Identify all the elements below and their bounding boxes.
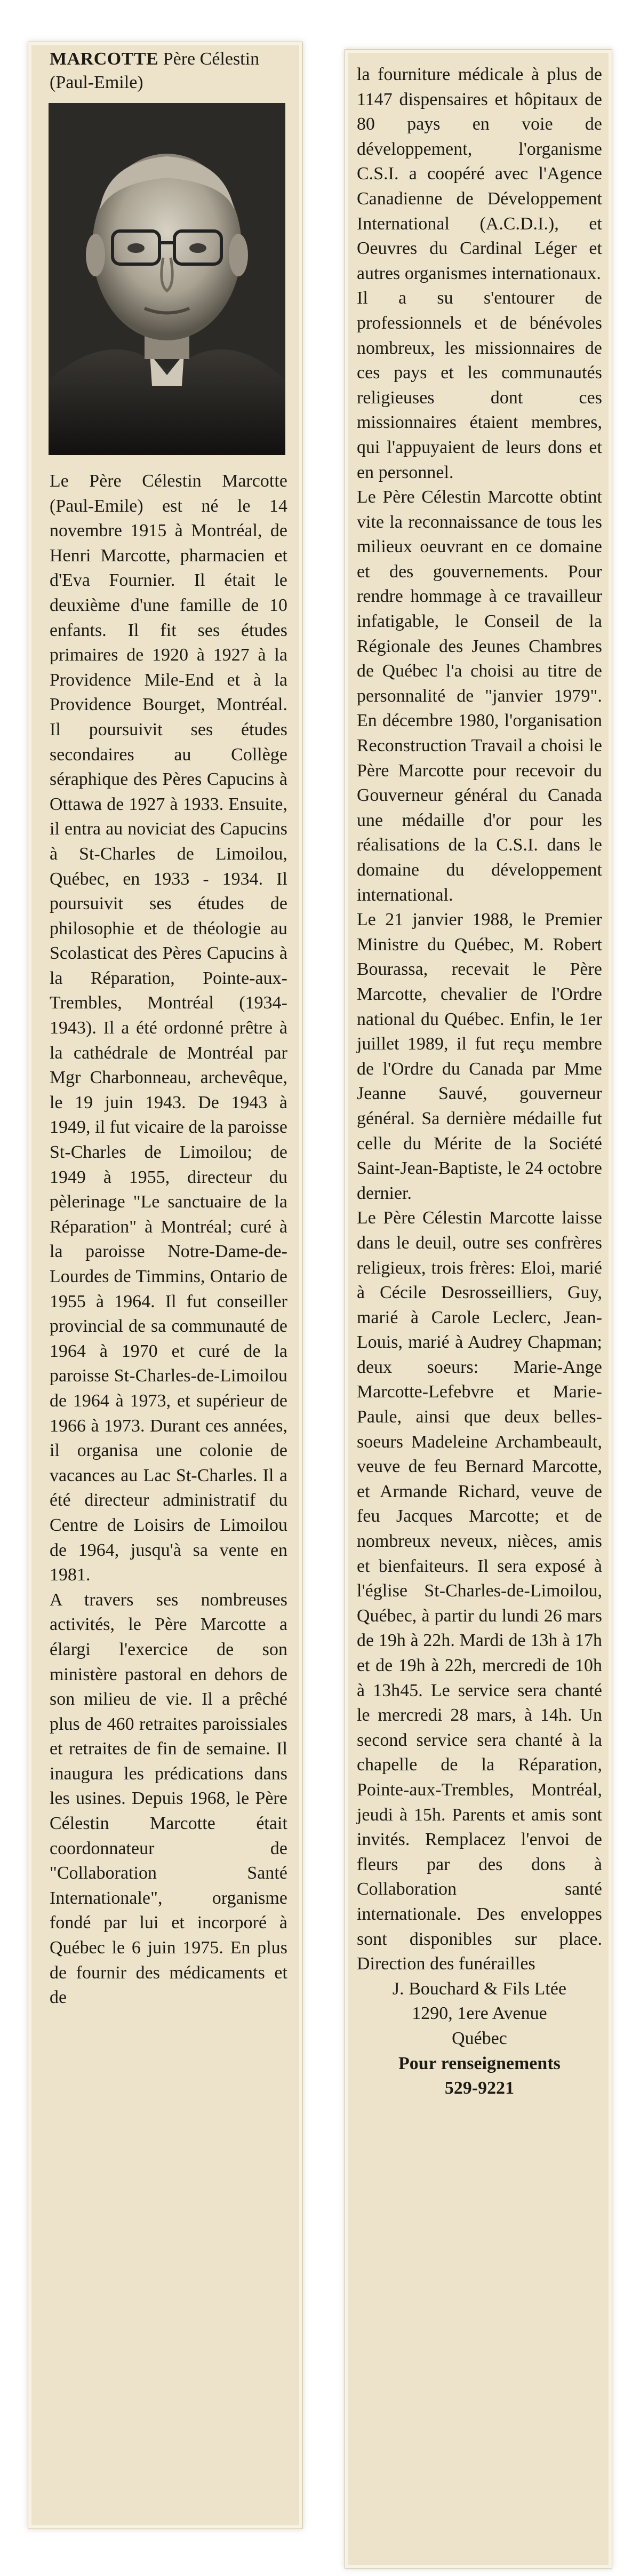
paragraph: la fourniture médicale à plus de 1147 dispensaires et hôpitaux de 80 pays en voie de développement, l'organisme C.S.I. a coopéré avec l'Agence Canadienne de Développement International (A.C.D.I.), et Oeuvres du Cardinal Léger et autres organismes internationaux. <box>357 65 602 283</box>
paragraph: Le Père Célestin Marcotte obtint vite la reconnaissance de tous les milieux oeuvrant en ce domaine et des gouvernements. Pour rendre hommage à ce travailleur infatigable, le Conseil de la Régionale des Jeunes Chambres de Québec l'a choisi au titre de personnalité de "janvier 1979". En décembre 1980, l'organisation Reconstruction Travail a choisi le Père Marcotte pour recevoir du Gouverneur général du Canada une médaille d'or pour les réalisations de la C.S.I. dans le domaine du développement international. <box>357 487 602 905</box>
portrait-illustration <box>49 103 285 455</box>
obituary-text-left <box>50 469 287 2010</box>
paragraph: Il a su s'entourer de professionnels et de bénévoles nombreux, les missionnaires de ces pays et les communautés religieuses dont ces missionnaires étaient membres, qui l'appuyaient de leurs dons et en personnel. <box>357 288 602 482</box>
surname: MARCOTTE <box>50 49 159 69</box>
funeral-home-name: J. Bouchard & Fils Ltée <box>392 1978 567 1999</box>
obituary-clipping-left <box>28 42 303 2529</box>
funeral-home-address: 1290, 1ere Avenue <box>412 2003 547 2024</box>
given-name: Père Célestin (Paul-Emile) <box>50 49 260 92</box>
obituary-clipping-right <box>345 49 612 2569</box>
info-phone: 529-9221 <box>444 2078 515 2098</box>
paragraph: A travers ses nombreuses activités, le Père Marcotte a élargi l'exercice de son ministère pastoral en dehors de son milieu de vie. Il a prêché plus de 460 retraites paroissiales et retraites de fin de semaine. Il inaugura les prédications dans les usines. Depuis 1968, le Père Célestin Marcotte était coordonnateur de "Collaboration Santé Internationale", organisme fondé par lui et incorporé à Québec le 6 juin 1975. En plus de fournir des médicaments et de <box>50 1589 287 2008</box>
paragraph: Le Père Célestin Marcotte laisse dans le deuil, outre ses confrères religieux, trois frères: Eloi, marié à Cécile Desrosseilliers, Guy, marié à Carole Leclerc, Jean-Louis, marié à Audrey Chapman; deux soeurs: Marie-Ange Marcotte-Lefebvre et Marie-Paule, ainsi que deux belles-soeurs Madeleine Archambeault, veuve de feu Bernard Marcotte, et Armande Richard, veuve de feu Jacques Marcotte; et de nombreux neveux, nièces, amis et bienfaiteurs. Il sera exposé à l'église St-Charles-de-Limoilou, Québec, à partir du lundi 26 mars de 19h à 22h. Mardi de 13h à 17h et de 19h à 22h, mercredi de 10h à 13h45. Le service sera chanté le mercredi 28 mars, à 14h. Un second service sera chanté à la chapelle de la Réparation, Pointe-aux-Trembles, Montréal, jeudi à 15h. Parents et amis sont invités. Remplacez l'envoi de fleurs par des dons à Collaboration santé internationale. Des enveloppes sont disponibles sur place. Direction des funérailles <box>357 1208 602 1974</box>
paragraph: Le 21 janvier 1988, le Premier Ministre du Québec, M. Robert Bourassa, recevait le Père Marcotte, chevalier de l'Ordre national du Québec. Enfin, le 1er juillet 1989, il fut reçu membre de l'Ordre du Canada par Mme Jeanne Sauvé, gouverneur général. Sa dernière médaille fut celle du Mérite de la Société Saint-Jean-Baptiste, le 24 octobre dernier. <box>357 910 602 1203</box>
portrait-photo <box>49 103 285 455</box>
info-label: Pour renseignements <box>398 2053 561 2073</box>
paragraph: Le Père Célestin Marcotte (Paul-Emile) est né le 14 novembre 1915 à Montréal, de Henri Marcotte, pharmacien et d'Eva Fournier. Il était le deuxième d'une famille de 10 enfants. Il fit ses études primaires de 1920 à 1927 à la Providence Mile-End et à la Providence Bourget, Montréal. Il poursuivit ses études secondaires au Collège séraphique des Pères Capucins à Ottawa de 1927 à 1933. Ensuite, il entra au noviciat des Capucins à St-Charles de Limoilou, Québec, en 1933 - 1934. Il poursuivit ses études de philosophie et de théologie au Scolasticat des Pères Capucins à la Réparation, Pointe-aux-Trembles, Montréal (1934-1943). Il a été ordonné prêtre à la cathédrale de Montréal par Mgr Charbonneau, archevêque, le 19 juin 1943. De 1943 à 1949, il fut vicaire de la paroisse St-Charles de Limoilou; de 1949 à 1955, directeur du pèlerinage "Le sanctuaire de la Réparation" à Montréal; curé à la paroisse Notre-Dame-de-Lourdes de Timmins, Ontario de 1955 à 1964. Il fut conseiller provincial de sa communauté de 1964 à 1970 et curé de la paroisse St-Charles-de-Limoilou de 1964 à 1973, et supérieur de 1966 à 1973. Durant ces années, il organisa une colonie de vacances au Lac St-Charles. Il a été directeur administratif du Centre de Loisirs de Limoilou de 1964, jusqu'à sa vente en 1981. <box>50 471 287 1585</box>
funeral-home-city: Québec <box>452 2028 507 2048</box>
obituary-heading <box>50 47 290 94</box>
obituary-text-right <box>357 62 602 2101</box>
